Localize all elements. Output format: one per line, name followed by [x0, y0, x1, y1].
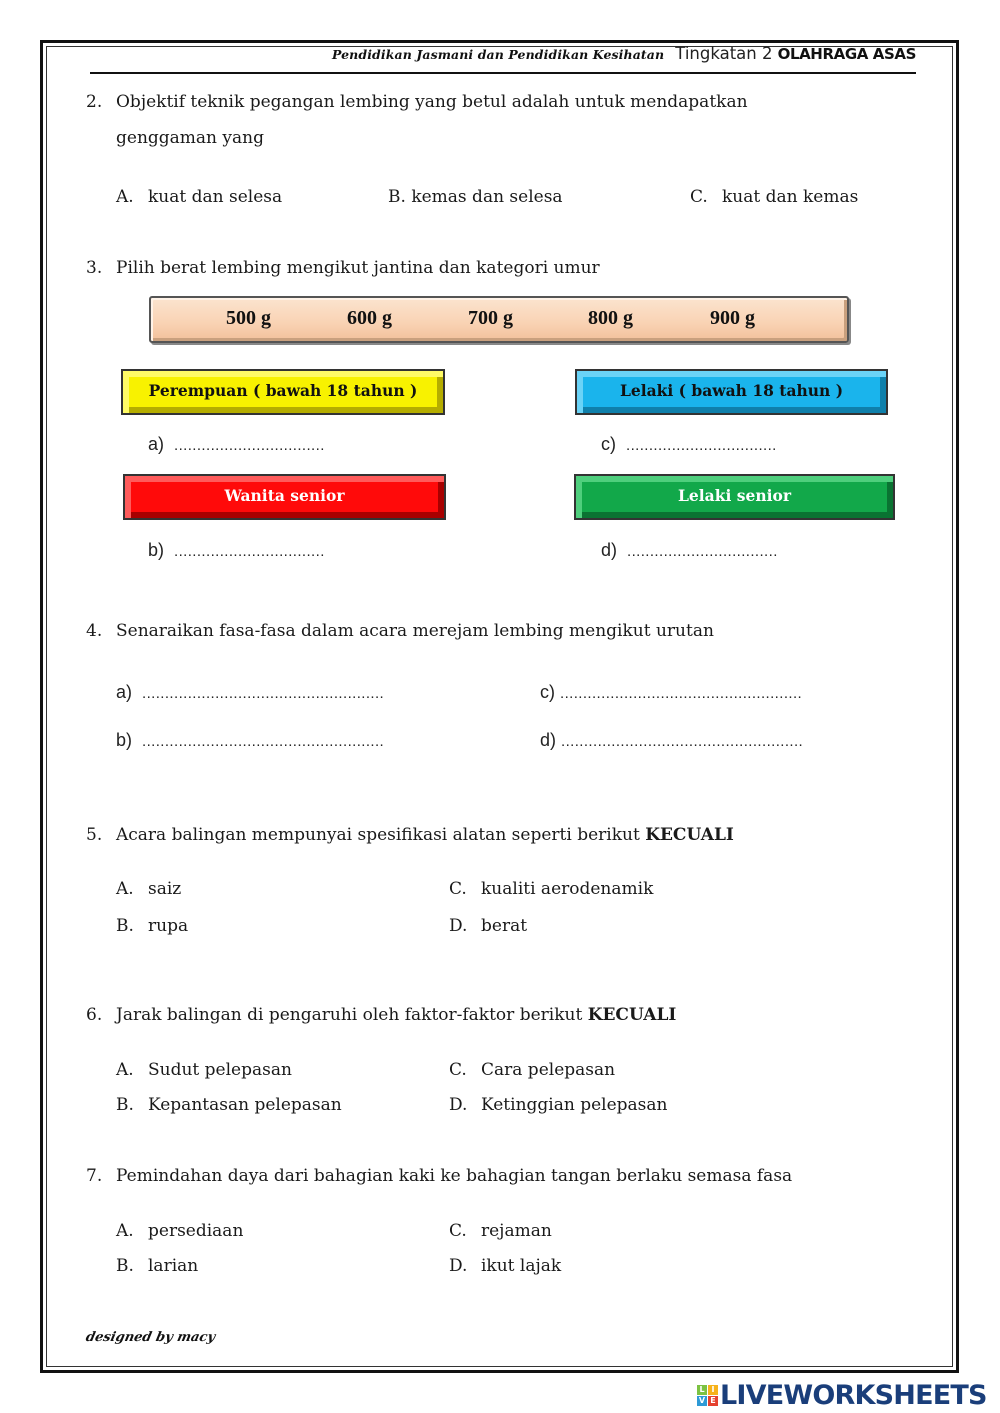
logo-tile: E — [708, 1396, 718, 1406]
logo-tile: L — [697, 1385, 707, 1395]
question-3 — [86, 250, 600, 286]
q4-answer-b[interactable] — [116, 730, 384, 751]
question-6 — [86, 997, 676, 1033]
logo-tile: I — [708, 1385, 718, 1395]
answer-blank[interactable]: ..................................................... — [561, 733, 804, 750]
q6-option-a[interactable] — [116, 1060, 292, 1080]
designer-signature: designed by macy — [84, 1330, 217, 1345]
question-emphasis: KECUALI — [587, 1005, 677, 1025]
question-5 — [86, 817, 734, 853]
question-text: Acara balingan mempunyai spesifikasi alatan seperti berikut — [116, 825, 640, 845]
question-number: 7. — [86, 1166, 103, 1186]
liveworksheets-logo-icon — [697, 1385, 718, 1406]
option-letter: D. — [449, 916, 468, 936]
q5-option-a[interactable] — [116, 879, 181, 899]
option-text: larian — [148, 1256, 199, 1276]
q3-answer-d[interactable] — [601, 540, 778, 561]
option-text: persediaan — [148, 1221, 244, 1241]
option-text: Sudut pelepasan — [148, 1060, 292, 1080]
q7-option-a[interactable] — [116, 1221, 243, 1241]
question-text: Pilih berat lembing mengikut jantina dan kategori umur — [116, 258, 600, 278]
question-number: 5. — [86, 825, 103, 845]
answer-label: a) — [148, 434, 165, 454]
option-letter: A. — [116, 879, 134, 899]
question-text-continued: genggaman yang — [116, 128, 264, 148]
q3-answer-c[interactable] — [601, 434, 777, 455]
option-text: kuat dan selesa — [148, 187, 283, 207]
q3-answer-a[interactable] — [148, 434, 325, 455]
weight-option-900[interactable]: 900 g — [710, 307, 755, 329]
question-text: Objektif teknik pegangan lembing yang betul adalah untuk mendapatkan — [116, 92, 748, 112]
option-letter: B. — [116, 916, 134, 936]
option-text: kuat dan kemas — [722, 187, 859, 207]
logo-tile: V — [698, 1395, 706, 1405]
q6-option-d[interactable] — [449, 1095, 667, 1115]
answer-label: a) — [116, 682, 133, 702]
option-letter: A. — [116, 1060, 134, 1080]
question-number: 2. — [86, 92, 103, 112]
answer-label: d) — [601, 540, 618, 560]
option-text: rupa — [148, 916, 189, 936]
answer-label: c) — [601, 434, 616, 454]
answer-label: b) — [116, 730, 133, 750]
q4-answer-a[interactable] — [116, 682, 384, 703]
q2-option-c[interactable] — [690, 187, 858, 207]
option-letter: D. — [449, 1256, 468, 1276]
q5-option-b[interactable] — [116, 916, 188, 936]
option-letter: C. — [449, 879, 467, 899]
q6-option-c[interactable] — [449, 1060, 615, 1080]
option-text: kualiti aerodenamik — [481, 879, 654, 899]
category-girls-under-18: Perempuan ( bawah 18 tahun ) — [121, 369, 445, 415]
answer-label: d) — [540, 730, 557, 750]
category-boys-under-18: Lelaki ( bawah 18 tahun ) — [575, 369, 888, 415]
header-level: Tingkatan 2 — [675, 44, 773, 63]
option-letter: A. — [116, 1221, 134, 1241]
q3-answer-b[interactable] — [148, 540, 325, 561]
question-2 — [86, 84, 748, 156]
weight-option-500[interactable]: 500 g — [226, 307, 271, 329]
question-number: 6. — [86, 1005, 103, 1025]
weight-option-800[interactable]: 800 g — [588, 307, 633, 329]
question-emphasis: KECUALI — [645, 825, 734, 845]
option-text: saiz — [148, 879, 182, 899]
category-men-senior: Lelaki senior — [574, 474, 895, 520]
option-text: kemas dan selesa — [411, 187, 563, 207]
option-letter: A. — [116, 187, 134, 207]
option-letter: C. — [449, 1060, 467, 1080]
q2-option-b[interactable] — [388, 187, 563, 207]
category-women-senior: Wanita senior — [123, 474, 446, 520]
question-number: 4. — [86, 621, 103, 641]
q6-option-b[interactable] — [116, 1095, 342, 1115]
answer-blank[interactable]: ................................. — [626, 437, 777, 454]
q4-answer-c[interactable] — [540, 682, 802, 703]
header-subject: Pendidikan Jasmani dan Pendidikan Kesihatan — [331, 47, 665, 62]
answer-blank[interactable]: ..................................................... — [560, 685, 803, 702]
option-letter: C. — [449, 1221, 467, 1241]
q7-option-c[interactable] — [449, 1221, 552, 1241]
liveworksheets-brand[interactable] — [697, 1381, 987, 1409]
option-text: Cara pelepasan — [481, 1060, 616, 1080]
q4-answer-d[interactable] — [540, 730, 803, 751]
q2-option-a[interactable] — [116, 187, 282, 207]
weight-options-bar — [149, 296, 849, 343]
question-4 — [86, 613, 714, 649]
question-text: Pemindahan daya dari bahagian kaki ke bahagian tangan berlaku semasa fasa — [116, 1166, 793, 1186]
header-topic: OLAHRAGA ASAS — [777, 45, 916, 63]
answer-blank[interactable]: ..................................................... — [142, 685, 385, 702]
q7-option-d[interactable] — [449, 1256, 561, 1276]
answer-blank[interactable]: ................................. — [627, 543, 778, 560]
question-7 — [86, 1158, 792, 1194]
option-letter: B. — [116, 1256, 134, 1276]
answer-blank[interactable]: ................................. — [174, 543, 325, 560]
brand-name: LIVEWORKSHEETS — [720, 1379, 987, 1411]
option-text: Ketinggian pelepasan — [481, 1095, 668, 1115]
q5-option-d[interactable] — [449, 916, 527, 936]
weight-option-700[interactable]: 700 g — [468, 307, 513, 329]
option-letter: D. — [449, 1095, 468, 1115]
question-text: Senaraikan fasa-fasa dalam acara merejam lembing mengikut urutan — [116, 621, 714, 641]
weight-option-600[interactable]: 600 g — [347, 307, 392, 329]
answer-label: c) — [540, 682, 555, 702]
option-letter: B. — [116, 1095, 134, 1115]
answer-label: b) — [148, 540, 165, 560]
page-header — [90, 44, 916, 74]
option-letter: C. — [690, 187, 708, 207]
option-text: rejaman — [481, 1221, 552, 1241]
q5-option-c[interactable] — [449, 879, 653, 899]
option-text: berat — [481, 916, 528, 936]
q7-option-b[interactable] — [116, 1256, 198, 1276]
answer-blank[interactable]: ................................. — [174, 437, 325, 454]
answer-blank[interactable]: ..................................................... — [142, 733, 385, 750]
option-text: ikut lajak — [481, 1256, 562, 1276]
question-text: Jarak balingan di pengaruhi oleh faktor-faktor berikut — [116, 1005, 583, 1025]
question-number: 3. — [86, 258, 103, 278]
option-letter: B. — [388, 187, 406, 207]
option-text: Kepantasan pelepasan — [148, 1095, 342, 1115]
